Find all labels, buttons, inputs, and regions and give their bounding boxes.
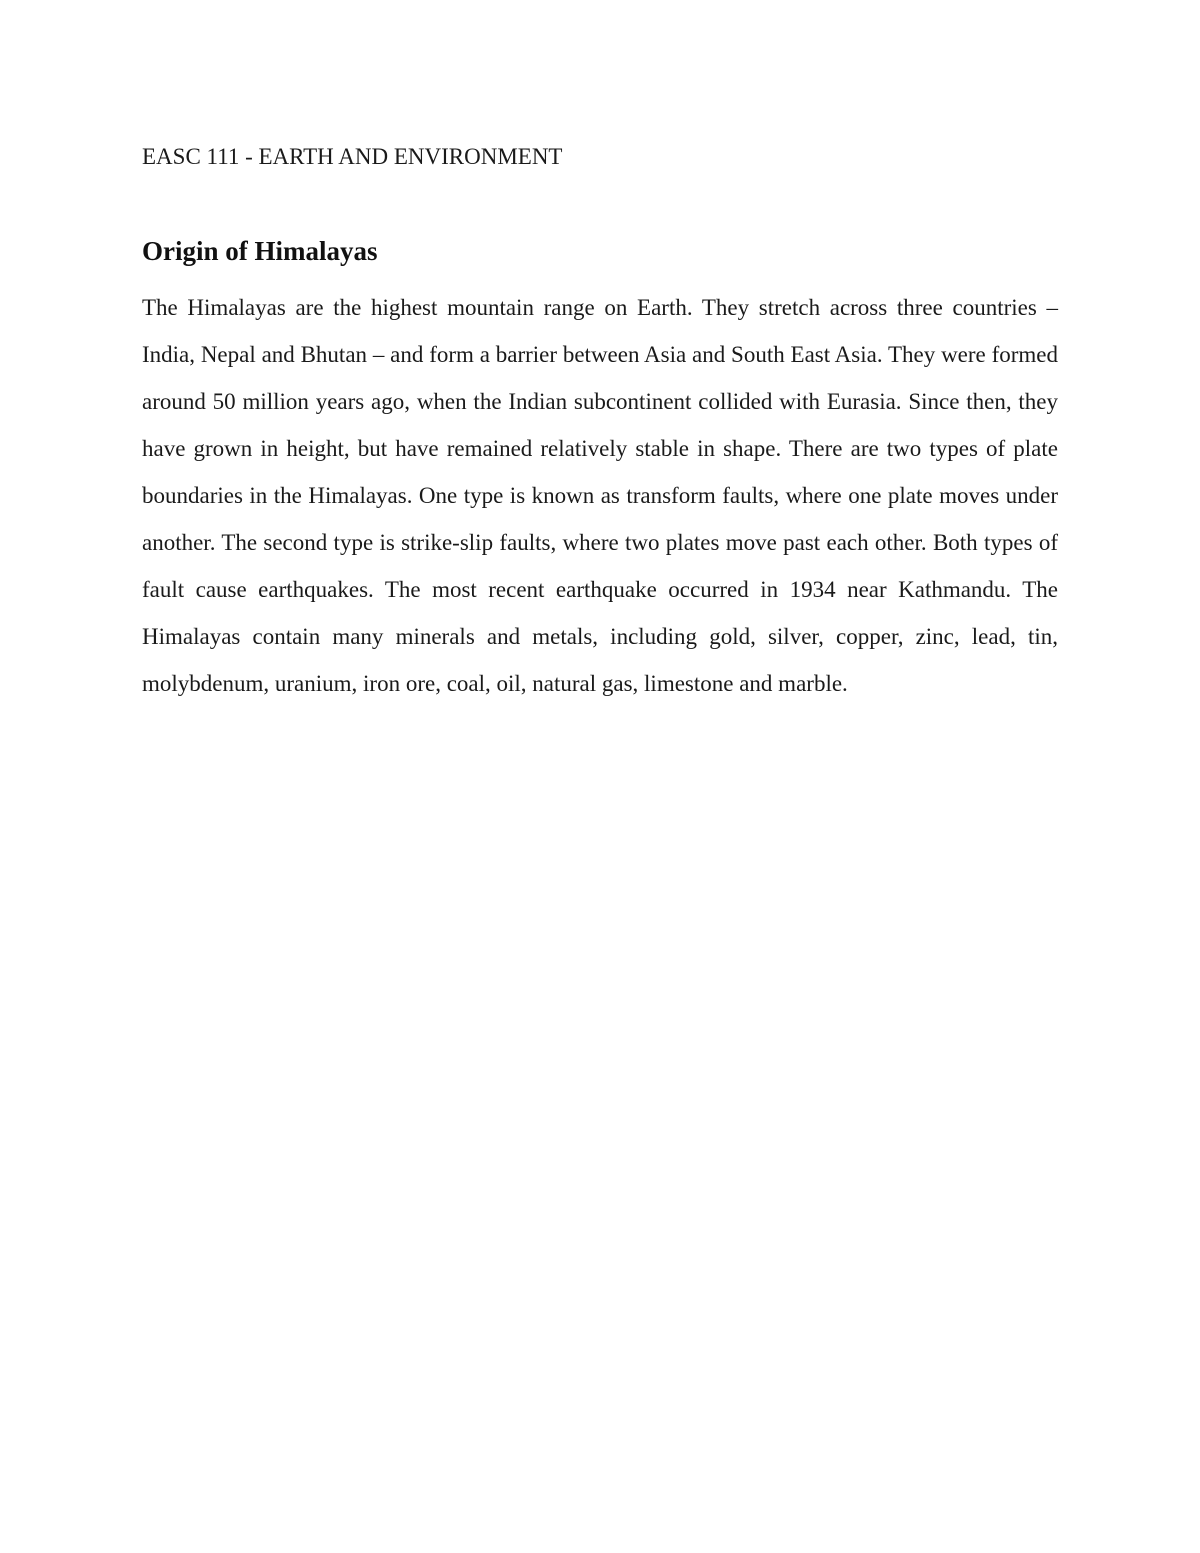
document-title: Origin of Himalayas (142, 236, 378, 266)
course-header: EASC 111 - EARTH AND ENVIRONMENT (142, 144, 563, 169)
body-paragraph: The Himalayas are the highest mountain range on Earth. They stretch across three countries – India, Nepal and Bhutan – and form a barrier between Asia and South East Asia. They were formed around 50 million years ago, when the Indian subcontinent collided with Eurasia. Since then, they have grown in height, but have remained relatively stable in shape. There are two types of plate boundaries in the Himalayas. One type is known as transform faults, where one plate moves under another. The second type is strike-slip faults, where two plates move past each other. Both types of fault cause earthquakes. The most recent earthquake occurred in 1934 near Kathmandu. The Himalayas contain many minerals and metals, including gold, silver, copper, zinc, lead, tin, molybdenum, uranium, iron ore, coal, oil, natural gas, limestone and marble. (142, 295, 1058, 696)
